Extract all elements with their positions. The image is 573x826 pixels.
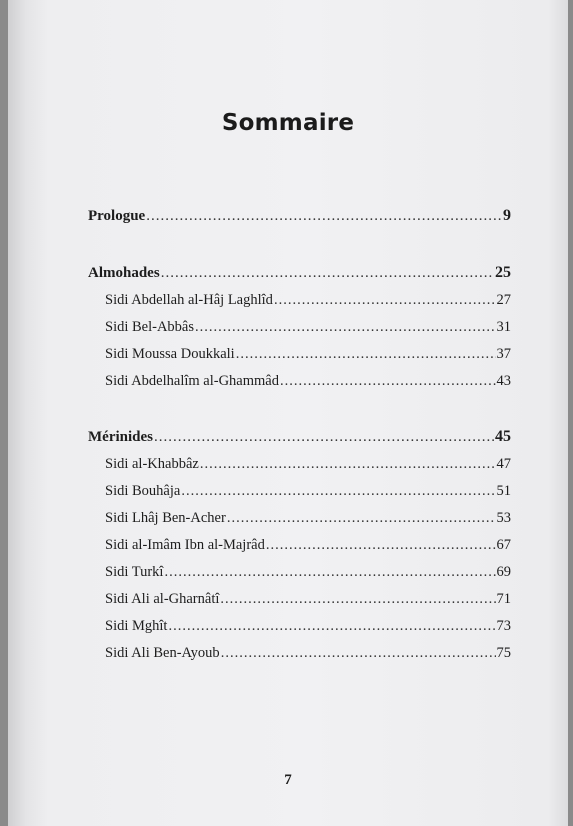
dot-leader bbox=[221, 644, 496, 662]
toc-entry-label: Sidi Mghît bbox=[105, 618, 168, 634]
toc-entry-label: Sidi Ali al-Gharnâtî bbox=[105, 591, 220, 607]
toc-entry[interactable] bbox=[105, 455, 511, 473]
toc-entry[interactable] bbox=[105, 318, 511, 336]
toc-entry[interactable] bbox=[105, 509, 511, 527]
toc-page-number: 69 bbox=[496, 564, 511, 580]
dot-leader bbox=[161, 264, 494, 282]
toc-entry-label: Sidi Bel-Abbâs bbox=[105, 319, 195, 335]
toc-page-number: 51 bbox=[496, 483, 511, 499]
dot-leader bbox=[227, 509, 496, 527]
toc-entry[interactable] bbox=[105, 617, 511, 635]
book-page bbox=[8, 0, 568, 826]
toc-page-number: 25 bbox=[495, 264, 511, 281]
toc-section-almohades[interactable] bbox=[88, 264, 511, 282]
dot-leader bbox=[154, 428, 494, 446]
toc-section-label: Mérinides bbox=[88, 429, 153, 445]
toc-page-number: 71 bbox=[496, 591, 511, 607]
page-title: Sommaire bbox=[221, 110, 355, 136]
toc-page-number: 45 bbox=[495, 428, 511, 445]
toc-page-number: 53 bbox=[496, 510, 511, 526]
toc-entry-label: Sidi Lhâj Ben-Acher bbox=[105, 510, 226, 526]
toc-page-number: 73 bbox=[496, 618, 511, 634]
toc-entry[interactable] bbox=[105, 536, 511, 554]
toc-page-number: 47 bbox=[496, 456, 511, 472]
dot-leader bbox=[164, 563, 495, 581]
dot-leader bbox=[280, 372, 496, 390]
toc-section-label: Prologue bbox=[88, 208, 146, 224]
toc-entry[interactable] bbox=[105, 372, 511, 390]
toc-entry-label: Sidi Moussa Doukkali bbox=[105, 346, 235, 362]
dot-leader bbox=[195, 318, 495, 336]
toc-page-number: 37 bbox=[496, 346, 511, 362]
toc-entry[interactable] bbox=[105, 590, 511, 608]
toc-page-number: 67 bbox=[496, 537, 511, 553]
page-number: 7 bbox=[284, 772, 292, 788]
toc-entry[interactable] bbox=[105, 482, 511, 500]
dot-leader bbox=[168, 617, 495, 635]
toc-entry[interactable] bbox=[105, 345, 511, 363]
toc-entry-label: Sidi al-Imâm Ibn al-Majrâd bbox=[105, 537, 265, 553]
dot-leader bbox=[266, 536, 496, 554]
dot-leader bbox=[200, 455, 496, 473]
toc-page-number: 75 bbox=[496, 645, 511, 661]
toc-page-number: 9 bbox=[503, 207, 511, 224]
toc-entry-label: Sidi Abdelhalîm al-Ghammâd bbox=[105, 373, 279, 389]
table-of-contents bbox=[8, 0, 568, 826]
toc-entry[interactable] bbox=[105, 563, 511, 581]
dot-leader bbox=[220, 590, 495, 608]
toc-entry-label: Sidi Bouhâja bbox=[105, 483, 181, 499]
dot-leader bbox=[274, 291, 496, 309]
toc-page-number: 31 bbox=[496, 319, 511, 335]
toc-entry[interactable] bbox=[105, 291, 511, 309]
dot-leader bbox=[236, 345, 496, 363]
toc-section-prologue[interactable] bbox=[88, 207, 511, 225]
toc-page-number: 27 bbox=[496, 292, 511, 308]
toc-entry-label: Sidi Turkî bbox=[105, 564, 164, 580]
toc-entry-label: Sidi al-Khabbâz bbox=[105, 456, 199, 472]
toc-entry[interactable] bbox=[105, 644, 511, 662]
toc-entry-label: Sidi Abdellah al-Hâj Laghlîd bbox=[105, 292, 273, 308]
toc-page-number: 43 bbox=[496, 373, 511, 389]
toc-section-label: Almohades bbox=[88, 265, 160, 281]
toc-section-merinides[interactable] bbox=[88, 428, 511, 446]
toc-entry-label: Sidi Ali Ben-Ayoub bbox=[105, 645, 220, 661]
dot-leader bbox=[181, 482, 495, 500]
dot-leader bbox=[146, 207, 502, 225]
